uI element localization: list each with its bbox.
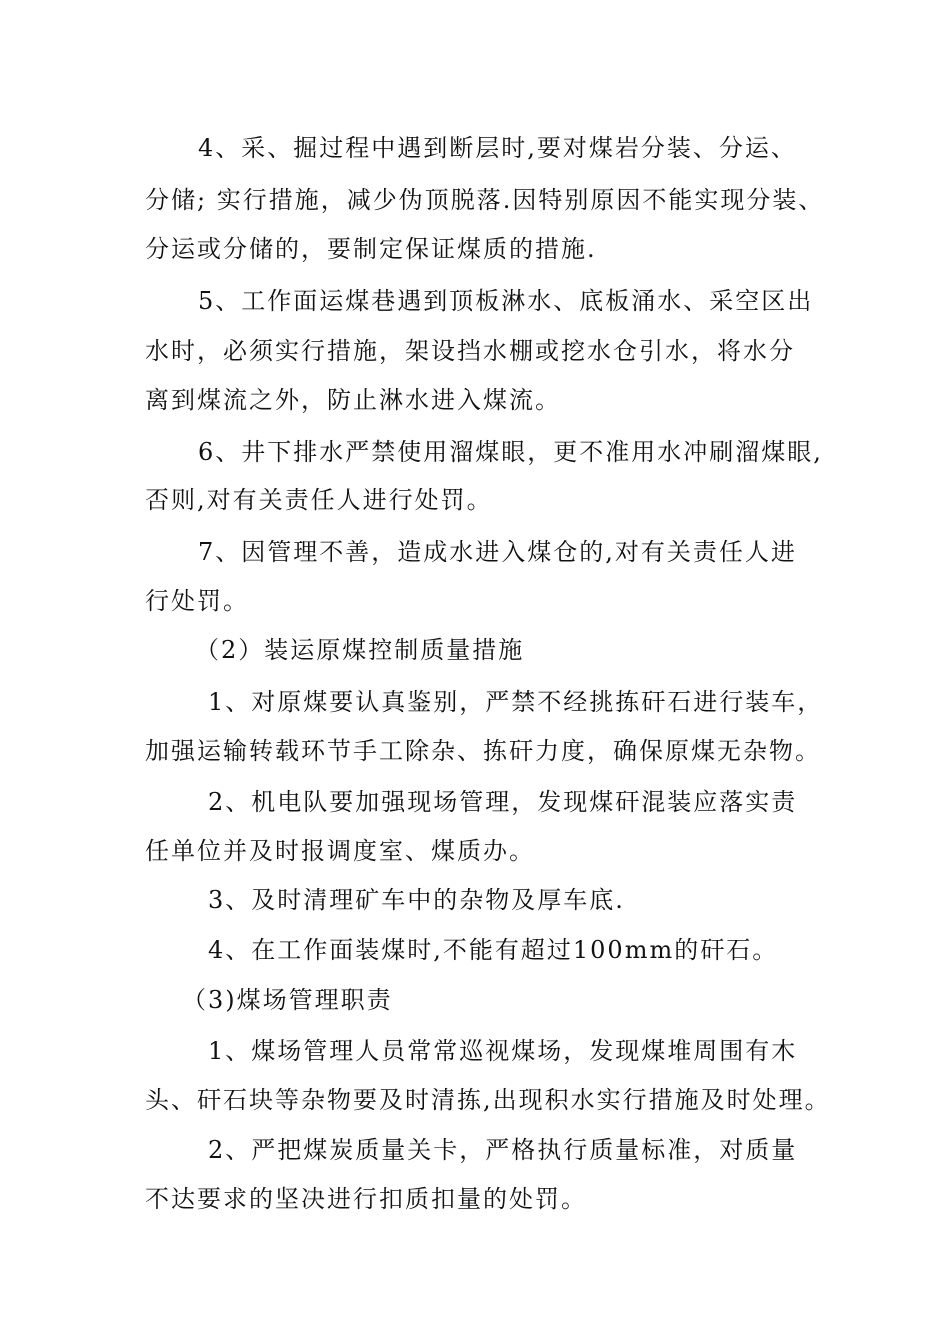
text-line: 5、工作面运煤巷遇到顶板淋水、底板涌水、采空区出 <box>198 287 814 315</box>
text-line: 分储; 实行措施，减少伪顶脱落.因特别原因不能实现分装、 <box>145 186 825 214</box>
text-line: 否则,对有关责任人进行处罚。 <box>145 486 493 514</box>
text-line: 7、因管理不善，造成水进入煤仓的,对有关责任人进 <box>198 538 797 566</box>
text-line: 不达要求的坚决进行扣质扣量的处罚。 <box>145 1185 587 1213</box>
text-line: 分运或分储的，要制定保证煤质的措施. <box>145 235 597 263</box>
text-line: 4、采、掘过程中遇到断层时,要对煤岩分装、分运、 <box>198 134 797 162</box>
text-line: 1、对原煤要认真鉴别，严禁不经挑拣矸石进行装车， <box>208 688 824 716</box>
text-line: 水时，必须实行措施，架设挡水棚或挖水仓引水，将水分 <box>145 337 795 365</box>
text-line: 4、在工作面装煤时,不能有超过100mm的矸石。 <box>208 936 779 964</box>
text-line: 3、及时清理矿车中的杂物及厚车底. <box>208 886 625 914</box>
text-line: 头、矸石块等杂物要及时清拣,出现积水实行措施及时处理。 <box>145 1086 831 1114</box>
text-line: 任单位并及时报调度室、煤质办。 <box>145 837 535 865</box>
text-line: 2、严把煤炭质量关卡，严格执行质量标准，对质量 <box>208 1136 798 1164</box>
text-line: 2、机电队要加强现场管理，发现煤矸混装应落实责 <box>208 788 798 816</box>
section-heading: （3)煤场管理职责 <box>182 986 393 1014</box>
text-line: 1、煤场管理人员常常巡视煤场，发现煤堆周围有木 <box>208 1037 798 1065</box>
text-line: 6、井下排水严禁使用溜煤眼，更不准用水冲刷溜煤眼, <box>198 438 823 466</box>
section-heading: （2）装运原煤控制质量措施 <box>195 636 525 664</box>
text-line: 行处罚。 <box>145 587 249 615</box>
text-line: 加强运输转载环节手工除杂、拣矸力度，确保原煤无杂物。 <box>145 737 821 765</box>
text-line: 离到煤流之外，防止淋水进入煤流。 <box>145 386 561 414</box>
